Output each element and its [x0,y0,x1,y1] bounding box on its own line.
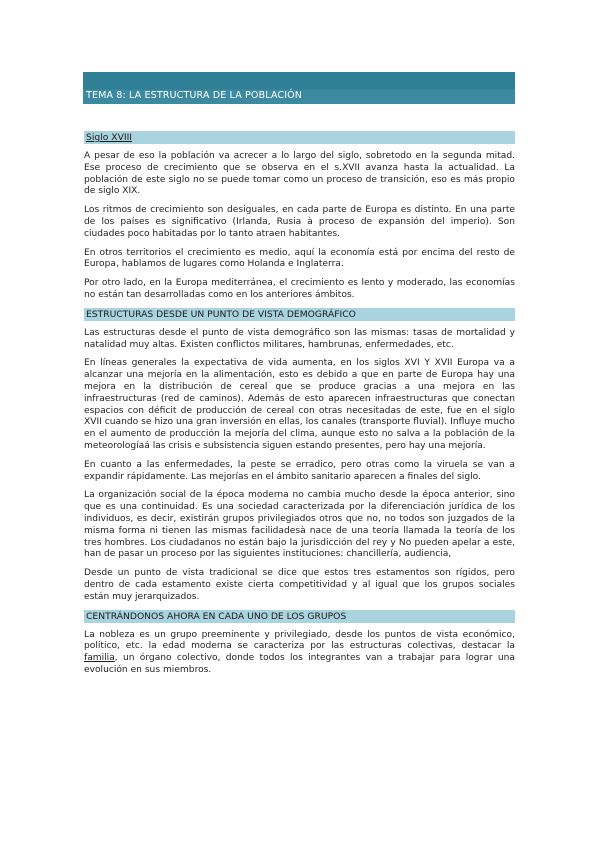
document-body [84,131,515,684]
document-title: TEMA 8: LA ESTRUCTURA DE LA POBLACIÓN [86,90,303,101]
paragraph: Desde un punto de vista tradicional se dice que estos tres estamentos son rígidos, pero dentro de cada estamento existe cierta competitividad y al igual que los grupos sociales están muy jerarquizados. [84,568,515,602]
paragraph: En otros territorios el crecimiento es medio, aquí la economía está por encima del resto de Europa, hablamos de lugares como Holanda e Inglaterra. [84,247,515,270]
paragraph: En cuanto a las enfermedades, la peste se erradico, pero otras como la viruela se van a expandir rápidamente. Las mejorías en el ámbito sanitario aparecen a finales del siglo. [84,459,515,482]
section-heading-grupos: CENTRÁNDONOS AHORA EN CADA UNO DE LOS GRUPOS [84,610,515,623]
title-banner [83,72,515,104]
underlined-term-familia: familia [84,653,115,664]
paragraph: A pesar de eso la población va acrecer a lo largo del siglo, sobretodo en la segunda mitad. Ese proceso de crecimiento que se observa en el s.XVII avanza hasta la actualidad. La población de este siglo no se puede tomar como un proceso de transición, eso es más propio de siglo XIX. [84,151,515,197]
paragraph: En líneas generales la expectativa de vida aumenta, en los siglos XVI Y XVII Europa va a alcanzar una mejoría en la alimentación, esto es debido a que en parte de Europa hay una mejora en la distribución de cereal que se produce gracias a una mejora en las infraestructuras (red de caminos). Además de esto aparecen infraestructuras que conectan espacios con déficit de producción de cereal con otras necesitadas de este, fue en el siglo XVII cuando se hizo una gran inversión en ellas, los canales (transporte fluvial). Influye mucho en el aumento de producción la mejoría del clima, aunque esto no salva a la población de la meteorologíaá las crisis e subsistencia siguen estando presentes, pero hay una mejoría. [84,358,515,451]
paragraph: Las estructuras desde el punto de vista demográfico son las mismas: tasas de mortalidad y natalidad muy altas. Existen conflictos militares, hambrunas, enfermedades, etc. [84,327,515,350]
paragraph-nobleza [84,630,515,677]
section-heading-estructuras: ESTRUCTURAS DESDE UN PUNTO DE VISTA DEMOGRÁFICO [84,308,515,321]
section-heading-siglo-xviii: Siglo XVIII [84,131,515,144]
paragraph: Los ritmos de crecimiento son desiguales, en cada parte de Europa es distinto. En una parte de los países es significativo (Irlanda, Rusia à proceso de expansión del imperio). Son ciudades poco habitadas por lo tanto atraen habitantes. [84,205,515,239]
paragraph: Por otro lado, en la Europa mediterránea, el crecimiento es lento y moderado, las economías no están tan desarrolladas como en los anteriores ámbitos. [84,278,515,300]
paragraph: La organización social de la época moderna no cambia mucho desde la época anterior, sino que es una continuidad. Es una sociedad caracterizada por la diferenciación jurídica de los individuos, es decir, existirán grupos privilegiados otros que no, no todos son juzgados de la misma forma ni tienen las mismas facilidadesà nace de una teoría llamada la teoría de los tres hombres. Los ciudadanos no están bajo la jurisdicción del rey y No pueden apelar a este, han de pasar un proceso por las siguientes instituciones: chancillería, audiencia, [84,490,515,560]
paragraph-text: La nobleza es un grupo preeminente y privilegiado, desde los puntos de vista económico, político, etc. la edad moderna se caracteriza por las estructuras colectivas, destacar la [84,629,515,652]
paragraph-text: , un órgano colectivo, donde todos los integrantes van a trabajar para lograr una evolución en sus miembros. [84,653,515,675]
